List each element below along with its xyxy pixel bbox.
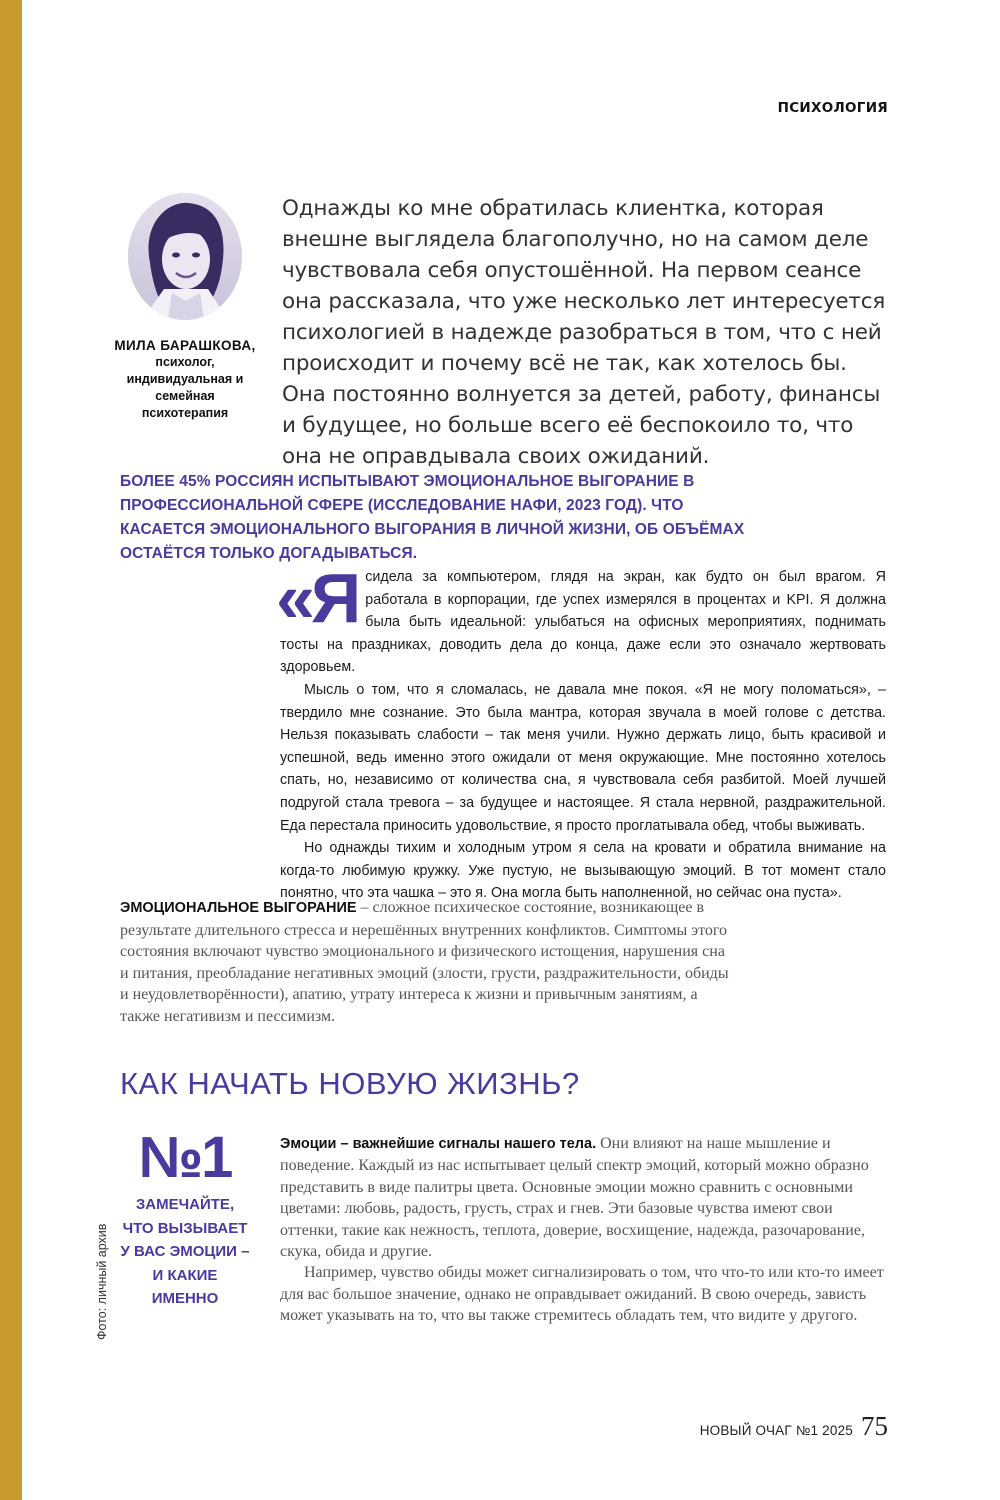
author-photo: [128, 193, 242, 320]
step-lead-in: Эмоции – важнейшие сигналы нашего тела.: [280, 1136, 597, 1152]
step-paragraph-text: Они влияют на наше мышление и поведение. Каждый из нас испытывает целый спектр эмоций, который можно образно представить в виде палитры цвета. Основные эмоции можно сравнить с основными цветами: любовь, радость, грусть, страх и гнев. Эти базовые чувства имеют свои оттенки, такие как нежность, теплота, доверие, восхищение, надежда, разочарование, скука, обида и другие.: [280, 1135, 869, 1261]
story-paragraph: [276, 559, 886, 679]
client-story: [276, 559, 886, 905]
step-paragraph: [280, 1133, 890, 1262]
author-name: МИЛА БАРАШКОВА,: [114, 338, 256, 353]
statistic-callout: БОЛЕЕ 45% РОССИЯН ИСПЫТЫВАЮТ ЭМОЦИОНАЛЬНОЕ ВЫГОРАНИЕ В ПРОФЕССИОНАЛЬНОЙ СФЕРЕ (ИССЛЕДОВАНИЕ НАФИ, 2023 ГОД). ЧТО КАСАЕТСЯ ЭМОЦИОНАЛЬНОГО ВЫГОРАНИЯ В ЛИЧНОЙ ЖИЗНИ, ОБ ОБЪЁМАХ ОСТАЁТСЯ ТОЛЬКО ДОГАДЫВАТЬСЯ.: [120, 473, 745, 562]
story-paragraph: Мысль о том, что я сломалась, не давала мне покоя. «Я не могу поломаться», – твердило мне сознание. Это была мантра, которая звучала в моей голове с детства. Нельзя показывать слабости – так меня учили. Нужно держать лицо, быть красивой и успешной, ведь именно этого ожидали от меня окружающие. Мне постоянно хотелось спать, но, независимо от количества сна, я чувствовала себя разбитой. Моей лучшей подругой стала тревога – за будущее и настоящее. Я стала нервной, раздражительной. Еда перестала приносить удовольствие, я просто проглатывала обед, чтобы выживать.: [280, 681, 886, 834]
lead-paragraph: Однажды ко мне обратилась клиентка, которая внешне выглядела благополучно, но на самом деле чувствовала себя опустошённой. На первом сеансе она рассказала, что уже несколько лет интересуется психологией в надежде разобраться в том, что с ней происходит и почему всё не так, как хотелось бы. Она постоянно волнуется за детей, работу, финансы и будущее, но больше всего её беспокоило то, что она не оправдывала своих ожиданий.: [282, 196, 886, 469]
definition-term: ЭМОЦИОНАЛЬНОЕ ВЫГОРАНИЕ: [120, 900, 357, 916]
page-footer: [700, 1411, 888, 1442]
author-role: психолог, индивидуальная и семейная психотерапия: [126, 355, 244, 420]
step-number: №1: [138, 1125, 232, 1190]
author-portrait-image: [128, 193, 242, 320]
definition-text: – сложное психическое состояние, возникающее в результате длительного стресса и нерешённых внутренних конфликтов. Симптомы этого состояния включают чувство эмоционального и физического истощения, нарушения сна и питания, преобладание негативных эмоций (злости, грусти, раздражительности, обиды и неудовлетворённости), апатию, утрату интереса к жизни и привычным занятиям, а также негативизм и пессимизм.: [120, 899, 729, 1025]
step-title: ЗАМЕЧАЙТЕ, ЧТО ВЫЗЫВАЕТ У ВАС ЭМОЦИИ – И КАКИЕ ИМЕННО: [120, 1196, 250, 1307]
gold-side-bar: [0, 0, 22, 1500]
step-paragraph: Например, чувство обиды может сигнализировать о том, что что-то или кто-то имеет для вас большое значение, однако не оправдывает ожиданий. В свою очередь, зависть может указывать на то, что вы также стремитесь обладать тем, что видите у другого.: [280, 1264, 884, 1325]
page-number: 75: [861, 1411, 888, 1441]
photo-credit: Фото: личный архив: [95, 1223, 109, 1340]
definition-box: [120, 897, 730, 1028]
magazine-issue: НОВЫЙ ОЧАГ №1 2025: [699, 1423, 853, 1438]
author-caption: [100, 337, 270, 422]
story-paragraph: Но однажды тихим и холодным утром я села на кровати и обратила внимание на когда-то любимую кружку. Уже пустую, не вызывающую эмоций. В тот момент стало понятно, что эта чашка – это я. Она могла быть наполненной, но сейчас она пуста».: [280, 840, 886, 902]
step-text: [280, 1133, 890, 1327]
section-label: ПСИХОЛОГИЯ: [777, 100, 888, 116]
section-heading: КАК НАЧАТЬ НОВУЮ ЖИЗНЬ?: [120, 1066, 580, 1101]
story-text: сидела за компьютером, глядя на экран, как будто он был врагом. Я работала в корпорации, где успех измерялся в процентах и KPI. Я должна была быть идеальной: улыбаться на офисных мероприятиях, поднимать тосты на праздниках, доводить дела до конца, даже если это означало жертвовать здоровьем.: [280, 569, 886, 676]
drop-cap: «Я: [276, 559, 358, 637]
